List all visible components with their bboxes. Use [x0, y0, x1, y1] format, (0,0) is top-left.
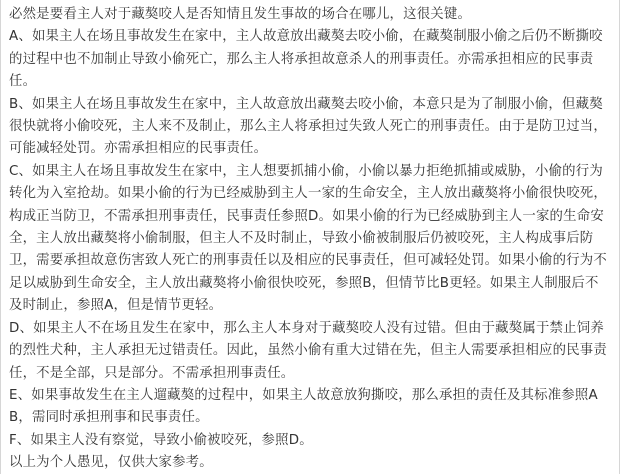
- paragraph-c: C、如果主人在场且事故发生在家中，主人想要抓捕小偷，小偷以暴力拒绝抓捕或威胁，小偷的行为转化为入室抢劫。如果小偷的行为已经威胁到主人一家的生命安全，主人放出藏獒将小偷很快咬死，构成正当防卫，不需承担刑事责任，民事责任参照D。如果小偷的行为已经威胁到主人一家的生命安全，主人放出藏獒将小偷制服，但主人不及时制止，导致小偷被制服后仍被咬死，主人构成事后防卫，需要承担故意伤害致人死亡的刑事责任以及相应的民事责任，但可减轻处罚。如果小偷的行为不足以威胁到生命安全，主人放出藏獒将小偷很快咬死，参照B，但情节比B更轻。如果主人制服后不及时制止，参照A，但是情节更轻。: [9, 163, 607, 314]
- paragraph-d: D、如果主人不在场且发生在家中，那么主人本身对于藏獒咬人没有过错。但由于藏獒属于禁止饲养的烈性犬种，主人承担无过错责任。因此，虽然小偷有重大过错在先，但主人需要承担相应的民事责任，不是全部，只是部分。不需承担刑事责任。: [9, 320, 607, 381]
- paragraph-b: B、如果主人在场且事故发生在家中，主人故意放出藏獒去咬小偷，本意只是为了制服小偷，但藏獒很快就将小偷咬死，主人来不及制止，那么主人将承担过失致人死亡的刑事责任。由于是防卫过当，可能减轻处罚。亦需承担相应的民事责任。: [9, 96, 607, 157]
- paragraph-a: A、如果主人在场且事故发生在家中，主人故意放出藏獒去咬小偷，在藏獒制服小偷之后仍不断撕咬的过程中也不加制止导致小偷死亡，那么主人将承担故意杀人的刑事责任。亦需承担相应的民事责任。: [9, 29, 603, 90]
- paragraph-f: F、如果主人没有察觉，导致小偷被咬死，参照D。: [9, 432, 313, 448]
- paragraph-e: E、如果事故发生在主人遛藏獒的过程中，如果主人故意放狗撕咬，那么承担的责任及其标准参照AB，需同时承担刑事和民事责任。: [9, 387, 598, 426]
- closing-paragraph: 以上为个人愚见，仅供大家参考。: [9, 455, 213, 471]
- intro-paragraph: 必然是要看主人对于藏獒咬人是否知情且发生事故的场合在哪儿，这很关键。: [9, 7, 472, 22]
